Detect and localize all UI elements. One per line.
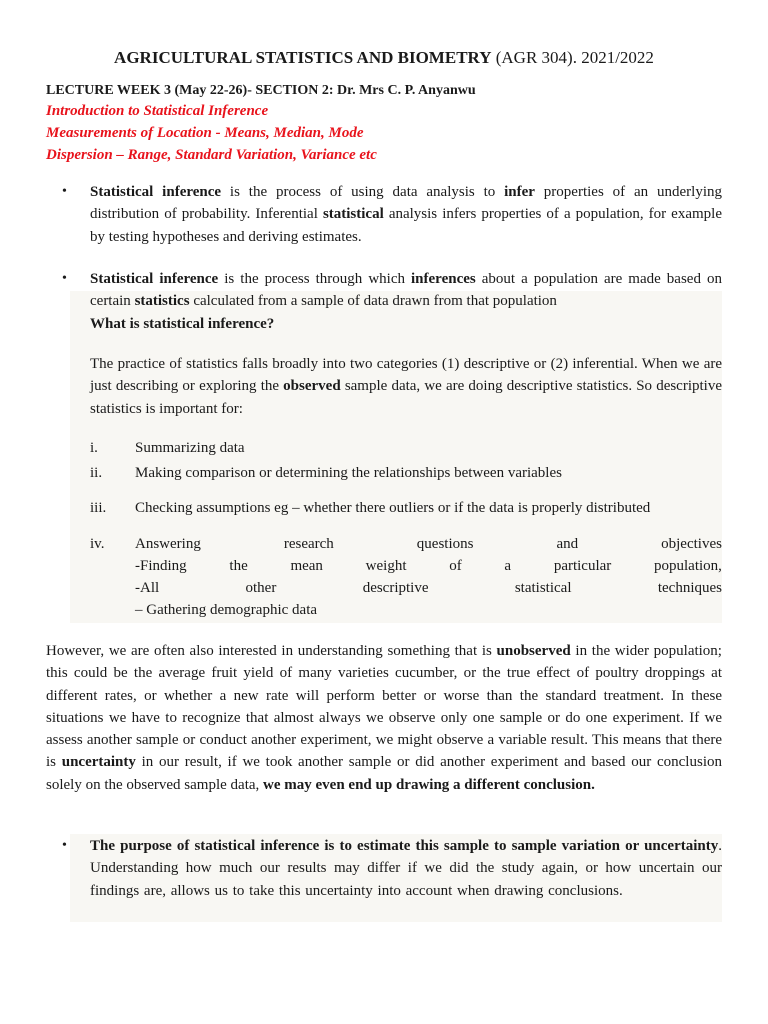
list-item-number: iii. xyxy=(90,500,107,516)
list-item: Summarizing data xyxy=(135,440,245,456)
list-item-line: -Finding the mean weight of a particular population, xyxy=(135,558,722,574)
list-item-line: Answering research questions and objectives xyxy=(135,536,722,552)
list-item-number: iv. xyxy=(90,536,105,552)
however-paragraph: However, we are often also interested in understanding something that is unobserved in the wider population; this could be the average fruit yield of many varieties cucumber, or the true effect of poultry droppings at different rates, or whether a new rate will perform better or worse than the standard treatment. In these situations we have to recognize that almost always we observe only one sample or do one experiment. If we assess another sample or conduct another experiment, we might observe a variable result. This means that there is uncertainty in our result, if we took another sample or did another experiment and based our conclusion solely on the observed sample data, we may even end up drawing a different conclusion. xyxy=(46,643,722,793)
list-item: Making comparison or determining the relationships between variables xyxy=(135,465,562,481)
bullet-marker: • xyxy=(62,271,67,286)
topic-3: Dispersion – Range, Standard Variation, Variance etc xyxy=(46,147,377,163)
bullet-paragraph-2: Statistical inference is the process through which inferences about a population are made based on certain statistics calculated from a sample of data drawn from that population xyxy=(90,271,722,310)
descriptive-uses-list xyxy=(90,440,722,620)
list-item-line: -All other descriptive statistical techniques xyxy=(135,580,722,596)
list-item-number: ii. xyxy=(90,465,103,481)
practice-paragraph: The practice of statistics falls broadly into two categories (1) descriptive or (2) inferential. When we are just describing or exploring the observed sample data, we are doing descriptive statistics. So descriptive statistics is important for: xyxy=(90,356,722,417)
title-course-code: (AGR 304). 2021/2022 xyxy=(491,48,654,67)
bullet-marker: • xyxy=(62,838,67,853)
document-title xyxy=(0,48,768,68)
bullet-paragraph-3: The purpose of statistical inference is to estimate this sample to sample variation or uncertainty. Understanding how much our results may differ if we did the study again, or how uncertain our findings are, allows us to take this uncertainty into account when drawing conclusions. xyxy=(90,838,722,899)
bullet-paragraph-1: Statistical inference is the process of using data analysis to infer properties of an underlying distribution of probability. Inferential statistical analysis infers properties of a population, for example by testing hypotheses and deriving estimates. xyxy=(90,184,722,245)
question-heading: What is statistical inference? xyxy=(90,316,275,332)
list-item-number: i. xyxy=(90,440,98,456)
list-item-line: – Gathering demographic data xyxy=(135,602,318,618)
topic-1: Introduction to Statistical Inference xyxy=(46,103,269,119)
topic-2: Measurements of Location - Means, Median, Mode xyxy=(46,125,364,141)
bullet-marker: • xyxy=(62,184,67,199)
list-item: Checking assumptions eg – whether there outliers or if the data is properly distributed xyxy=(135,500,651,516)
title-course-name: AGRICULTURAL STATISTICS AND BIOMETRY xyxy=(114,48,492,67)
lecture-line: LECTURE WEEK 3 (May 22-26)- SECTION 2: Dr. Mrs C. P. Anyanwu xyxy=(46,83,476,98)
